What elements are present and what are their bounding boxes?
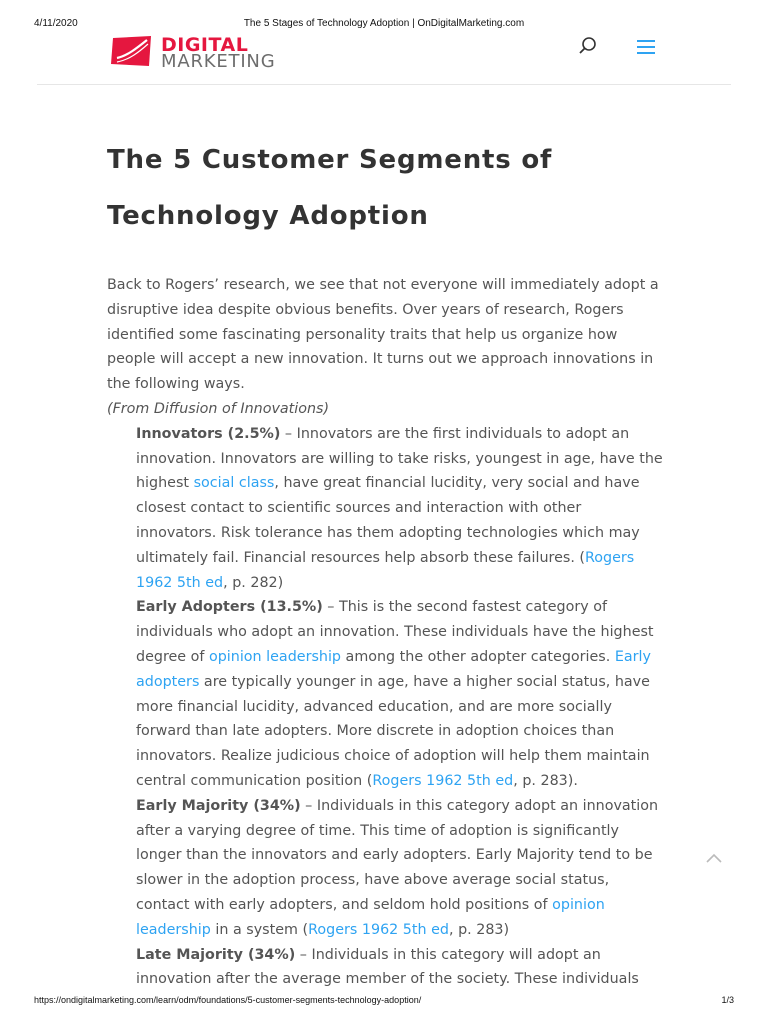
segment-text: , have great financial lucidity, very social and have closest contact to scientific sources and interaction with other innovators. Risk tolerance has them adopting technologies which may ultimately fail. Financial resources help absorb these failures. ( (136, 475, 640, 566)
intro-paragraph: Back to Rogers’ research, we see that not everyone will immediately adopt a disruptive idea despite obvious benefits. Over years of research, Rogers identified some fascinating personality traits that help us organize how people will accept a new innovation. It turns out we approach innovations in the following ways. (107, 277, 659, 393)
social-class-link[interactable]: social class (193, 475, 275, 492)
early-adopters-link[interactable]: Early adopters (136, 648, 651, 690)
search-button[interactable] (577, 36, 599, 58)
segment-name: Innovators (2.5%) (136, 425, 281, 442)
segment-text: – Individuals in this category adopt an innovation after a varying degree of time. This time of adoption is significantly longer than the innovators and early adopters. Early Majority tend to be slower in the adoption process, have above average social status, contact with early adopters, and seldom hold positions of (136, 797, 659, 913)
site-logo[interactable] (109, 34, 294, 70)
article (107, 132, 667, 244)
source-citation: (From Diffusion of Innovations) (107, 400, 330, 417)
print-date: 4/11/2020 (34, 18, 78, 29)
logo-word-marketing: MARKETING (161, 51, 276, 72)
logo-word-digital: DIGITAL (161, 34, 249, 56)
article-body (107, 273, 667, 992)
print-header (34, 18, 734, 30)
article-title: The 5 Customer Segments of Technology Adoption (107, 145, 553, 231)
site-header (37, 30, 731, 85)
search-icon (577, 36, 599, 58)
rogers-citation-link[interactable]: Rogers 1962 5th ed (372, 772, 514, 789)
segment-text: , p. 282) (223, 574, 284, 591)
hamburger-line (637, 46, 655, 48)
segment-early-majority (136, 794, 666, 943)
chevron-up-icon (704, 850, 724, 866)
hamburger-line (637, 52, 655, 54)
logo-mark-icon (109, 34, 155, 68)
hamburger-menu-button[interactable] (635, 38, 657, 56)
opinion-leadership-link[interactable]: opinion leadership (208, 648, 342, 665)
segment-text: – Innovators are the first individuals to adopt an innovation. Innovators are willing to take risks, youngest in age, have the highest (136, 425, 663, 492)
page-number: 1/3 (721, 995, 734, 1005)
segment-late-majority (136, 943, 666, 993)
segment-list (136, 422, 666, 992)
segment-name: Late Majority (34%) (136, 946, 296, 963)
segment-text: are typically younger in age, have a higher social status, have more financial lucidity, advanced education, and are more socially forward than late adopters. More discrete in adoption choices than innovators. Realize judicious choice of adoption will help them maintain central communication position ( (136, 673, 650, 789)
scroll-to-top-button[interactable] (704, 850, 724, 866)
opinion-leadership-link[interactable]: opinion leadership (136, 896, 605, 938)
segment-innovators (136, 422, 666, 596)
print-url: https://ondigitalmarketing.com/learn/odm/foundations/5-customer-segments-technology-adoption/ (34, 995, 422, 1005)
segment-text: , p. 283). (513, 772, 578, 789)
segment-text: among the other adopter categories. (341, 648, 615, 665)
segment-text: in a system ( (210, 921, 309, 938)
segment-text: , p. 283) (448, 921, 510, 938)
hamburger-menu-icon (637, 40, 655, 42)
print-page-title: The 5 Stages of Technology Adoption | OnDigitalMarketing.com (243, 18, 525, 29)
print-footer (34, 995, 734, 1007)
segment-text: – Individuals in this category will adopt an innovation after the average member of the society. These individuals (136, 946, 639, 988)
segment-early-adopters (136, 595, 666, 793)
segment-text: – This is the second fastest category of individuals who adopt an innovation. These individuals have the highest degree of (136, 599, 654, 665)
segment-name: Early Adopters (13.5%) (136, 599, 323, 616)
segment-name: Early Majority (34%) (136, 797, 301, 814)
rogers-citation-link[interactable]: Rogers 1962 5th ed (308, 921, 449, 938)
rogers-citation-link[interactable]: Rogers 1962 5th ed (136, 549, 635, 591)
